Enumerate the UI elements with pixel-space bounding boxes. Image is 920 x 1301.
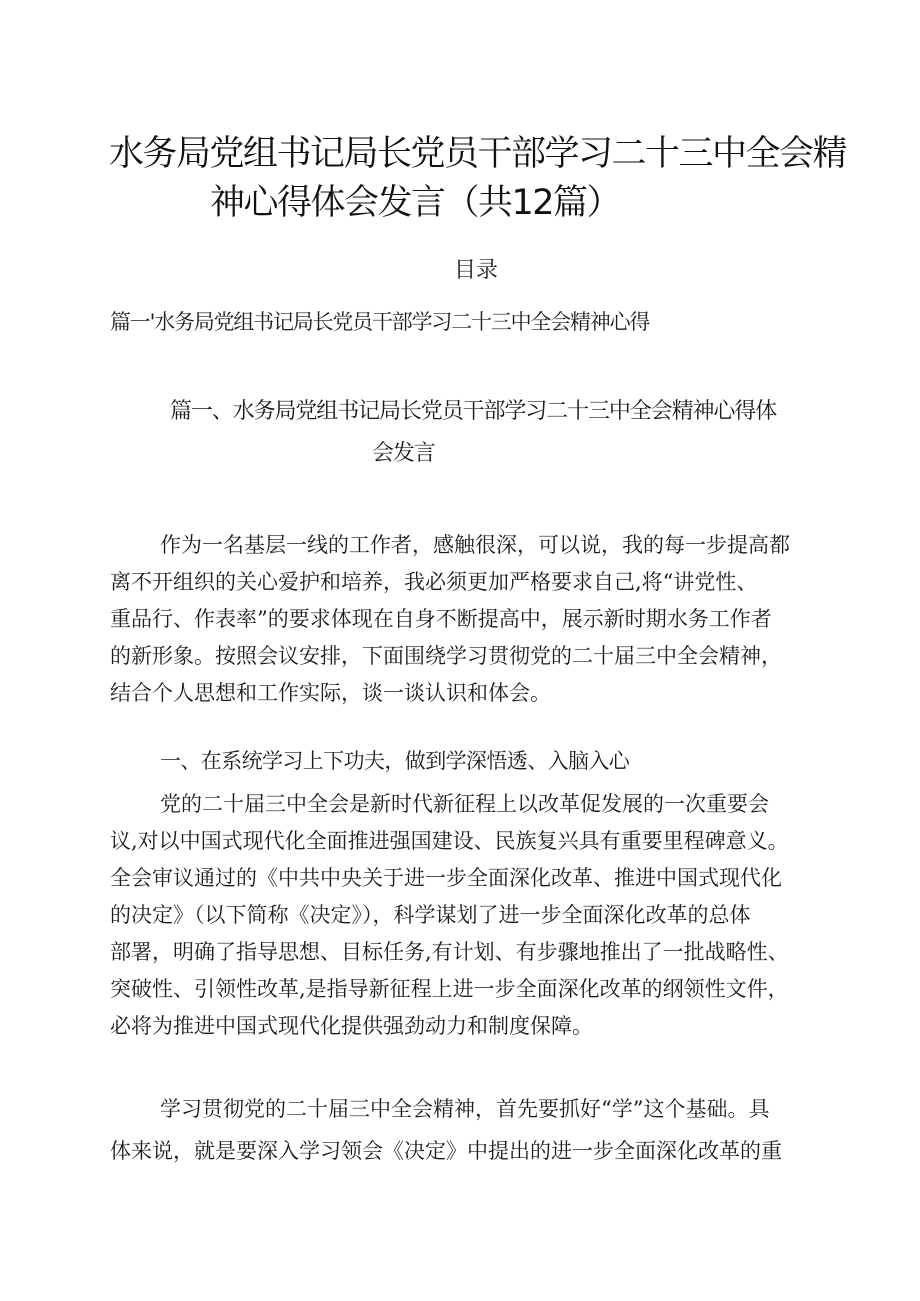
document-title-line-1: 水务局党组书记局长党员干部学习二十三中全会精 [109,134,847,174]
section-title-line-2: 会发言 [372,441,435,466]
paragraph-2-line: 突破性、引领性改革,是指导新征程上进一步全面深化改革的纲领性文件， [110,977,789,1001]
paragraph-1-line: 离不开组织的关心爱护和培养，我必须更加严格要求自己,将“讲党性、 [110,570,758,594]
paragraph-2-line: 的决定》（以下简称《决定》），科学谋划了进一步全面深化改革的总体 [110,903,751,927]
paragraph-2-line: 必将为推进中国式现代化提供强劲动力和制度保障。 [110,1014,593,1038]
toc-heading: 目录 [454,258,499,283]
paragraph-2-line: 党的二十届三中全会是新时代新征程上以改革促发展的一次重要会 [160,792,769,816]
paragraph-1-line: 作为一名基层一线的工作者，感触很深，可以说，我的每一步提高都 [160,533,790,557]
section-title-line-1: 篇一、水务局党组书记局长党员干部学习二十三中全会精神心得体 [170,399,777,424]
paragraph-2-line: 部署，明确了指导思想、目标任务,有计划、有步骤地推出了一批战略性、 [110,940,789,964]
paragraph-2-line: 全会审议通过的《中共中央关于进一步全面深化改革、推进中国式现代化 [110,866,782,890]
paragraph-1-line: 的新形象。按照会议安排，下面围绕学习贯彻党的二十届三中全会精神， [110,644,782,668]
sub-heading-1: 一、在系统学习上下功夫，做到学深悟透、入脑入心 [160,749,630,773]
paragraph-3-line: 学习贯彻党的二十届三中全会精神，首先要抓好“学”这个基础。具 [160,1097,770,1121]
paragraph-2-line: 议,对以中国式现代化全面推进强国建设、民族复兴具有重要里程碑意义。 [110,829,789,853]
paragraph-3-line: 体来说，就是要深入学习领会《决定》中提出的进一步全面深化改革的重 [110,1139,782,1163]
document-title-line-2: 神心得体会发言（共12篇） [210,183,621,223]
toc-item[interactable]: 篇一'水务局党组书记局长党员干部学习二十三中全会精神心得 [110,310,650,334]
paragraph-1-line: 结合个人思想和工作实际，谈一谈认识和体会。 [110,681,551,705]
paragraph-1-line: 重品行、作表率”的要求体现在自身不断提高中，展示新时期水务工作者 [110,607,772,631]
